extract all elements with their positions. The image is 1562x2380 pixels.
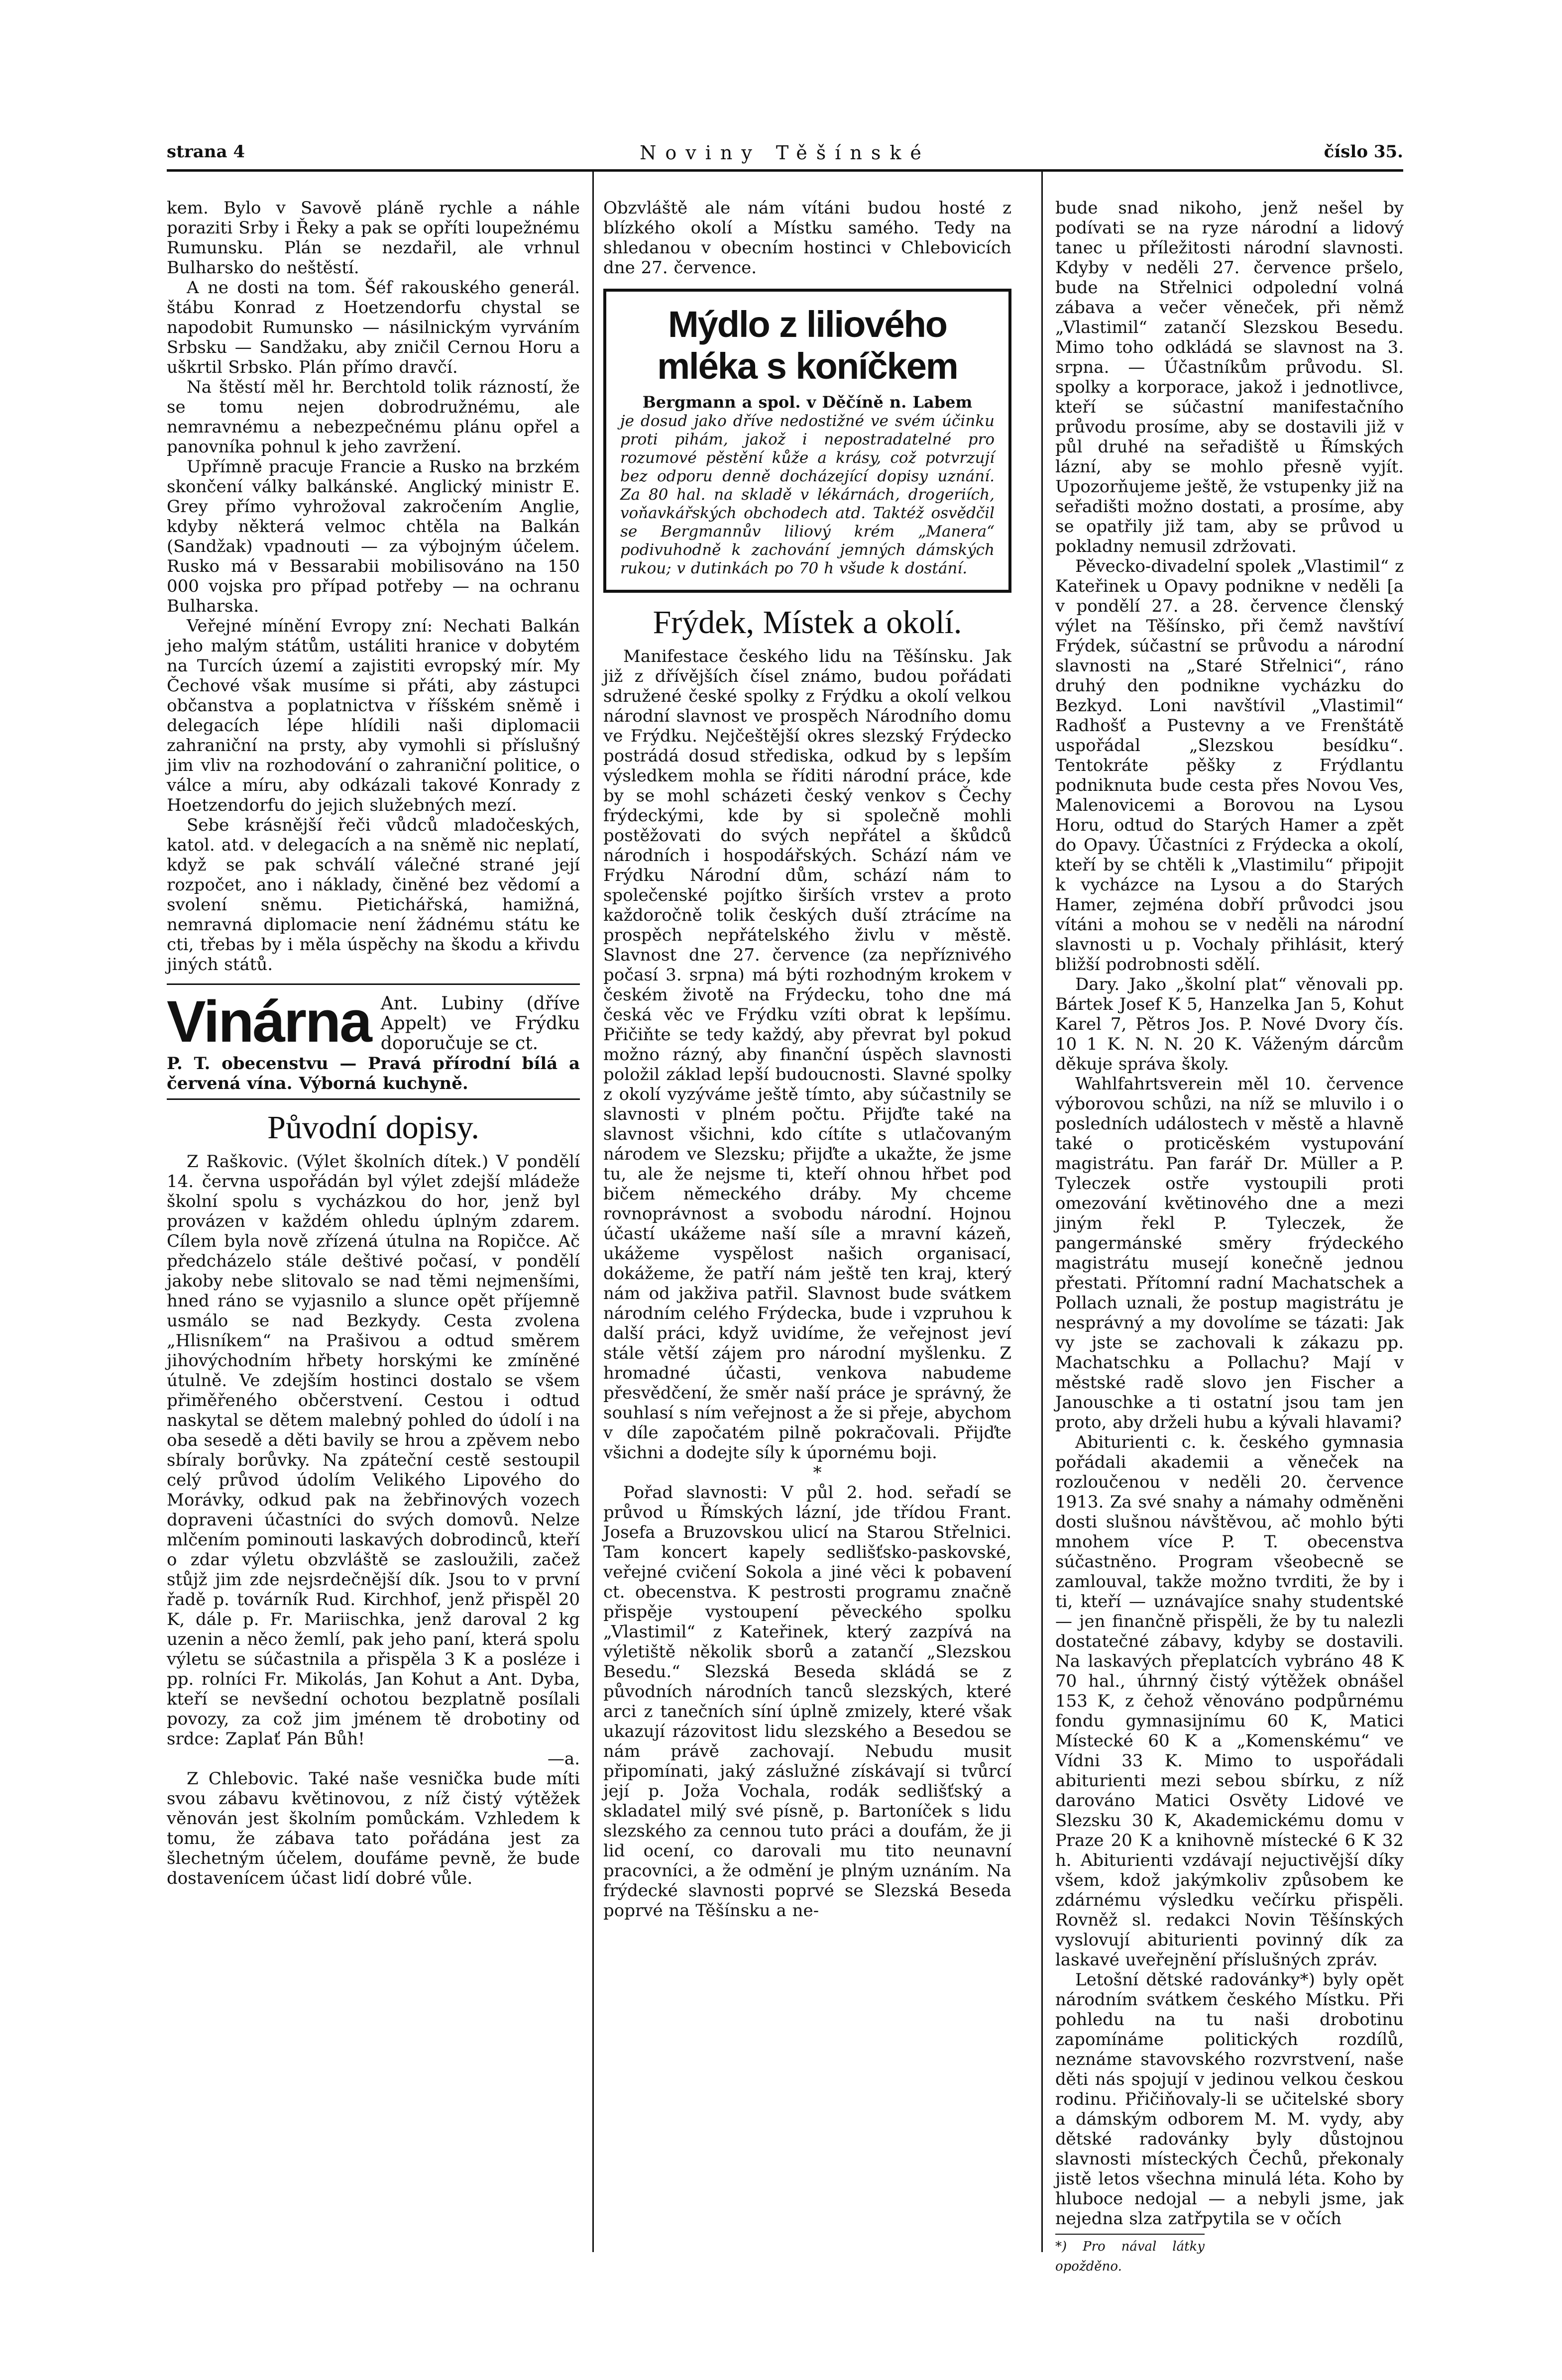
vinarna-offer: P. T. obecenstvu — Pravá přírodní bílá a červená vína. Výborná kuchyně. — [167, 1054, 580, 1093]
article-paragraph: A ne dosti na tom. Šéf rakouského generál. štábu Konrad z Hoetzendorfu chystal se napodobit Rumunsko — násilnickým vyrváním Srbsku — Sandžaku, aby zničil Cernou Horu a uškrtil Srbsko. Plán přímo dravčí. — [167, 278, 580, 377]
article-paragraph: Sebe krásnější řeči vůdců mladočeských, katol. atd. v delegacích a na sněmě nic neplatí, když se pak schválí válečné strané její rozpočet, ano i náklady, činěné bez vědomí a svolení sněmu. Pietichářská, hamižná, nemravná diplomacie není žádnému státu ke cti, třebas by i měla úspěchy na škodu a křivdu jiných států. — [167, 815, 580, 974]
column-divider — [1041, 172, 1043, 2252]
article-paragraph: Obzvláště ale nám vítáni budou hosté z blízkého okolí a Místku samého. Tedy na shledanou v obecním hostinci v Chlebovicích dne 27. července. — [603, 198, 1011, 278]
vinarna-heading: Vinárna — [167, 989, 371, 1055]
article-paragraph: Upřímně pracuje Francie a Rusko na brzkém skončení války balkánské. Anglický ministr E. Grey přímo vyhrožoval zakročením Anglie, kdyby některá velmoc chtěla na Balkán (Sandžak) vpadnouti — za výbojným účelem. Rusko má v Bessarabii mobilisováno na 150 000 vojska pro případ potřeby — na ochranu Bulharska. — [167, 457, 580, 616]
article-paragraph: Pěvecko-divadelní spolek „Vlastimil“ z Kateřinek u Opavy podnikne v neděli [a v pondělí 27. a 28. července členský výlet na Těšínsko, při čemž navštíví Frýdek, súčastní se průvodu a národní slavnosti na „Staré Střelnici“, ráno druhý den podnikne vycházku do Bezkyd. Loni navštívil „Vlastimil“ Radhošť a Pustevny a ve Frenštátě uspořádal „Slezskou besídku“. Tentokráte pěšky z Frýdlantu podniknuta bude cesta přes Novou Ves, Malenovicemi a Borovou na Lysou Horu, odtud do Starých Hamer a zpět do Opavy. Účastníci z Frýdecka a okolí, kteří by se chtěli k „Vlastimilu“ připojit k vycházce na Lysou a do Starých Hamer, zejména dobří průvodci jsou vítáni a mohou se v neděli na národní slavnosti u p. Vochaly přihlásit, který bližší podrobnosti sdělí. — [1055, 556, 1404, 974]
article-paragraph: Z Raškovic. (Výlet školních dítek.) V pondělí 14. června uspořádán byl výlet zdejší mládeže školní spolu s vycházkou do hor, jenž byl provázen v každém ohledu úplným zdarem. Cílem byla nově zřízená útulna na Ropičce. Ač předcházelo stále deštivé počasí, v pondělí jakoby nebe slitovalo se nad těmi nejmenšími, hned ráno se vyjasnilo a slunce opět příjemně usmálo se nad Bezkydy. Cesta zvolena „Hlisníkem“ na Prašivou a odtud směrem jihovýchodním hřbety horskými ke zmíněné útulně. Ve zdejším hostinci dostalo se všem přiměřeného občerstvení. Cestou i odtud naskytal se dětem malebný pohled do údolí i na oba sesedě a děti bavily se hrou a zpěvem nebo sbíraly borůvky. Na zpáteční cestě sestoupil celý průvod údolím Velikého Lipového do Morávky, odkud pak na žebřinových vozech dopraveni účastníci do svých domovů. Nelze mlčením pominouti laskavých dobrodinců, kteří o zdar výletu obzvláště se zasloužili, začež stůjž jim zde nejsrdečnější dík. Jsou to v první řadě p. továrník Rud. Kirchhof, jenž přispěl 20 K, dále p. Fr. Mariischka, jenž daroval 2 kg uzenin a něco žemlí, pak jeho paní, která spolu výletu se súčastnila a přispěla 3 K a posléze i pp. rolníci Fr. Mikolás, Jan Kohut a Ant. Dyba, kteří se nevšední ochotou bezplatně posílali povozy, za což jim jménem tě drobotiny od srdce: Zaplať Pán Bůh! — [167, 1152, 580, 1749]
column-2 — [603, 198, 1011, 1921]
article-paragraph: Veřejné mínění Evropy zní: Nechati Balkán jeho malým státům, ustáliti hranice v dobytém na Turcích území a zajistiti evropský mír. My Čechové však musíme si přáti, aby zástupci občanstva a poplatnictva v říšském sněmě i delegacích lépe hlídili naši diplomacii zahraniční na prsty, aby vymohli si příslušný jim vliv na rozhodování o zahraniční politice, o válce a míru, aby odkázali takové Konrady z Hoetzendorfu do jejich služebných mezí. — [167, 616, 580, 815]
advert-firm: Bergmann a spol. v Děčíně n. Labem — [642, 393, 973, 412]
article-paragraph: bude snad nikoho, jenž nešel by podívati se na ryze národní a lidový tanec u příležitosti národní slavnosti. Kdyby v neděli 27. července pršelo, bude na Střelnici odpolední volná zábava a večer věneček, při němž „Vlastimil“ zatančí Slezskou Besedu. Mimo toho odkládá se slavnost na 3. srpna. — Účastníkům průvodu. Sl. spolky a korporace, jakož i jednotlivce, kteří se súčastní manifestačního průvodu prosíme, aby se dostavili již v půl druhé na seřadiště u Římských lázní, aby se mohlo přesně vyjít. Upozorňujeme ještě, že vstupenky již na seřadišti možno dostati, a prosíme, aby se opatřily již tam, aby se průvod u pokladny nemusil zdržovati. — [1055, 198, 1404, 556]
page-header — [167, 142, 1403, 162]
soap-advert — [603, 289, 1011, 593]
column-1 — [167, 198, 580, 1888]
article-paragraph: Abiturienti c. k. českého gymnasia pořádali akademii a věneček na rozloučenou v neděli 20. července 1913. Za své snahy a námahy odměněni dosti slušnou návštěvou, ač mohlo býti mnohem více P. T. obecenstva súčastněno. Program všeobecně se zamlouval, takže možno tvrditi, že by i ti, kteří — uznávajíce snahy studentské — jen finančně přispěli, že by tu nalezli dostatečné zábavy, kdyby se dostavili. Na laskavých přeplatcích vybráno 48 K 70 hal., úhrnný čistý výtěžek obnášel 153 K, z čehož věnováno podpůrnému fondu gymnasijnímu 60 K, Matici Místecké 60 K a „Komenskému“ ve Vídni 33 K. Mimo to uspořádali abiturienti mezi sebou sbírku, z níž darováno Matici Osvěty Lidové ve Slezsku 30 K, Akademickému domu v Praze 20 K a knihovně místecké 6 K 32 h. Abiturienti vzdávají nejuctivější díky všem, kdož jakýmkoliv způsobem ke zdárnému výsledku večírku přispěli. Rovněž sl. redakci Novin Těšínských vyslovují abiturienti povinný dík za laskavé uveřejnění příslušných zpráv. — [1055, 1432, 1404, 1970]
advert-text: je dosud jako dříve nedostižné ve svém účinku proti pihám, jakož i nepostradatelné pro rozumové pěstění kůže a krásy, což potvrzují bez odporu denně docházející dopisy uznání. Za 80 hal. na skladě v lékárnách, drogeriích, voňavkářských obchodech atd. Taktéž osvědčil se Bergmannův liliový krém „Manera“ podivuhodně k zachování jemných dámských rukou; v dutinkách po 70 h všude k dostání. — [620, 412, 995, 577]
column-divider — [592, 172, 594, 2252]
footnote: *) Pro nával látky opožděno. — [1055, 2234, 1205, 2276]
page-number: strana 4 — [167, 142, 245, 162]
article-paragraph: Pořad slavnosti: V půl 2. hod. seřadí se průvod u Římských lázní, jde třídou Frant. Josefa a Bruzovskou ulicí na Starou Střelnici. Tam koncert kapely sedlišťsko-paskovské, veřejné cvičení Sokola a jiné věci k pobavení ct. obecenstva. K pestrosti programu značně přispěje vystoupení pěveckého spolku „Vlastimil“ z Kateřinek, který zazpívá na výletiště několik sborů a zatančí „Slezskou Besedu.“ Slezská Beseda skládá se z původních národních tanců slezských, které arci z tanečních síní úplně zmizely, které však ukazují rázovitost lidu slezského a Besedou se nám právě zachovají. Nebudu musit připomínati, jaký záslužné získávají si tvůrcí její p. Joža Vochala, rodák sedlišťský a skladatel milý své písně, p. Bartoníček s lidu slezského za cennou tuto práci a doufám, že ji lid ocení, co darovali mu tito neunavní pracovníci, a že odmění je plným uznáním. Na frýdecké slavnosti poprvé se Slezská Beseda poprvé na Těšínsku a ne- — [603, 1483, 1011, 1921]
section-title: Frýdek, Místek a okolí. — [653, 604, 962, 641]
article-paragraph: Z Chlebovic. Také naše vesnička bude míti svou zábavu květinovou, z níž čistý výtěžek věnován jest školním pomůckám. Vzhledem k tomu, že zábava tato pořádána jest za šlechetným účelem, doufáme pevně, že bude dostavenícem účast lidí dobré vůle. — [167, 1769, 580, 1888]
header-rule — [167, 169, 1403, 172]
signature: —a. — [547, 1749, 580, 1769]
column-3 — [1055, 198, 1404, 2276]
article-paragraph: Wahlfahrtsverein měl 10. července výborovou schůzi, na níž se mluvilo i o posledních událostech v městě a hlavně také o proticěském vystupování magistrátu. Pan farář Dr. Müller a P. Tyleczek ostře vystoupili proti omezování květinového dne a mezi jiným řekl P. Tyleczek, že pangermánské směry frýdeckého magistrátu musejí konečně jednou přestati. Přítomní radní Machatschek a Pollach uznali, že postup magistrátu je nesprávný a my dovolíme se tázati: Jak vy jste se zachovali k zákazu pp. Machatschku a Pollachu? Mají v městské radě slovo jen Fischer a Janouschke a ti ostatní jsou tam jen proto, aby drželi hubu a kývali hlavami? — [1055, 1074, 1404, 1432]
vinarna-advert — [167, 983, 580, 1100]
article-paragraph: Dary. Jako „školní plat“ věnovali pp. Bártek Josef K 5, Hanzelka Jan 5, Kohut Karel 7, Pětros Jos. P. Nové Dvory čís. 10 1 K. N. N. 20 K. Váženým dárcům děkuje správa školy. — [1055, 974, 1404, 1074]
separator-star: * — [813, 1463, 822, 1483]
vinarna-owner: Ant. Lubiny (dříve Appelt) ve Frýdku doporučuje se ct. — [380, 993, 580, 1054]
article-paragraph: kem. Bylo v Savově plánĕ rychle a náhle poraziti Srby i Řeky a pak se opříti loupežnému Rumunsku. Plán se nezdařil, ale vrhnul Bulharsko do neštěstí. — [167, 198, 580, 278]
issue-number: číslo 35. — [1324, 142, 1403, 162]
article-paragraph: Na štěstí měl hr. Berchtold tolik rázností, že se tomu nejen dobrodružnému, ale nemravnému a nebezpečnému plánu opřel a panovníka pohnul k jeho zavržení. — [167, 377, 580, 457]
section-title: Původní dopisy. — [267, 1109, 479, 1146]
newspaper-title: Noviny Těšínské — [640, 142, 930, 164]
advert-title: Mýdlo z liliového mléka s koníčkem — [657, 304, 958, 387]
article-paragraph: Manifestace českého lidu na Těšínsku. Jak již z dřívějších čísel známo, budou pořádati sdružené české spolky z Frýdku a okolí velkou národní slavnost ve prospěch Národního domu ve Frýdku. Nejčeštější okres slezský Frýdecko postrádá dosud střediska, odkud by s lepším výsledkem mohla se říditi národní práce, kde by se mohl scházeti český venkov s Čechy frýdeckými, kde by si společně mohli postěžovati do svých nepřátel a škůdců národních i hospodářských. Schází nám ve Frýdku Národní dům, schází nám to společenské pojítko širších vrstev a proto každoročně tolik českých duší ztrácíme na prospěch nepřátelského živlu v městě. Slavnost dne 27. července (za nepříznivého počasí 3. srpna) má býti rozhodným krokem v českém životě na Frýdecku, toho dne má česká věc ve Frýdku vzíti obrat k lepšímu. Přičiňte se tedy každý, aby převrat byl pokud možno rázný, aby finanční úspěch slavnosti položil základ lepší budoucnosti. Slavné spolky z okolí vyzýváme ještě tímto, aby súčastnily se slavnosti v plném počtu. Přijďte také na slavnost všichni, kdo cítíte s utlačovaným národem ve Slezsku; přijďte a ukažte, že jsme tu, ale že nejsme ti, kteří ohnou hřbet pod bičem německého dráby. My chceme rovnoprávnost a svobodu národní. Hojnou účastí ukážeme naší síle a mravní kázeň, ukážeme vyspělost našich organisací, dokážeme, že patří nám ještě ten kraj, který nám od jakživa patřil. Slavnost bude svátkem národním celého Frýdecka, bude i vzpruhou k další práci, když uvidíme, že veřejnost jeví stále větší zájem pro národní myšlenku. Z hromadné účasti, venkova nabudeme přesvědčení, že směr naší práce je správný, že souhlasí s ním veřejnost a že si přeje, abychom v díle započatém pilně pokračovali. Přijďte všichni a dodejte síly k úpornému boji. — [603, 647, 1011, 1463]
article-paragraph: Letošní dětské radovánky*) byly opět národním svátkem českého Místku. Při pohledu na tu naši drobotinu zapomínáme politických rozdílů, neznáme stavovského rozvrstvení, naše děti nás spojují v jedinou velkou českou rodinu. Přičiňovaly-li se učitelské sbory a dámským odborem M. M. vydy, aby dětské radovánky byly důstojnou slavnosti místeckých Čechů, překonaly jistě letos všechna minulá léta. Koho by hluboce nedojal — a nebyli jsme, jak nejedna slza zatřpytila se v očích — [1055, 1970, 1404, 2229]
